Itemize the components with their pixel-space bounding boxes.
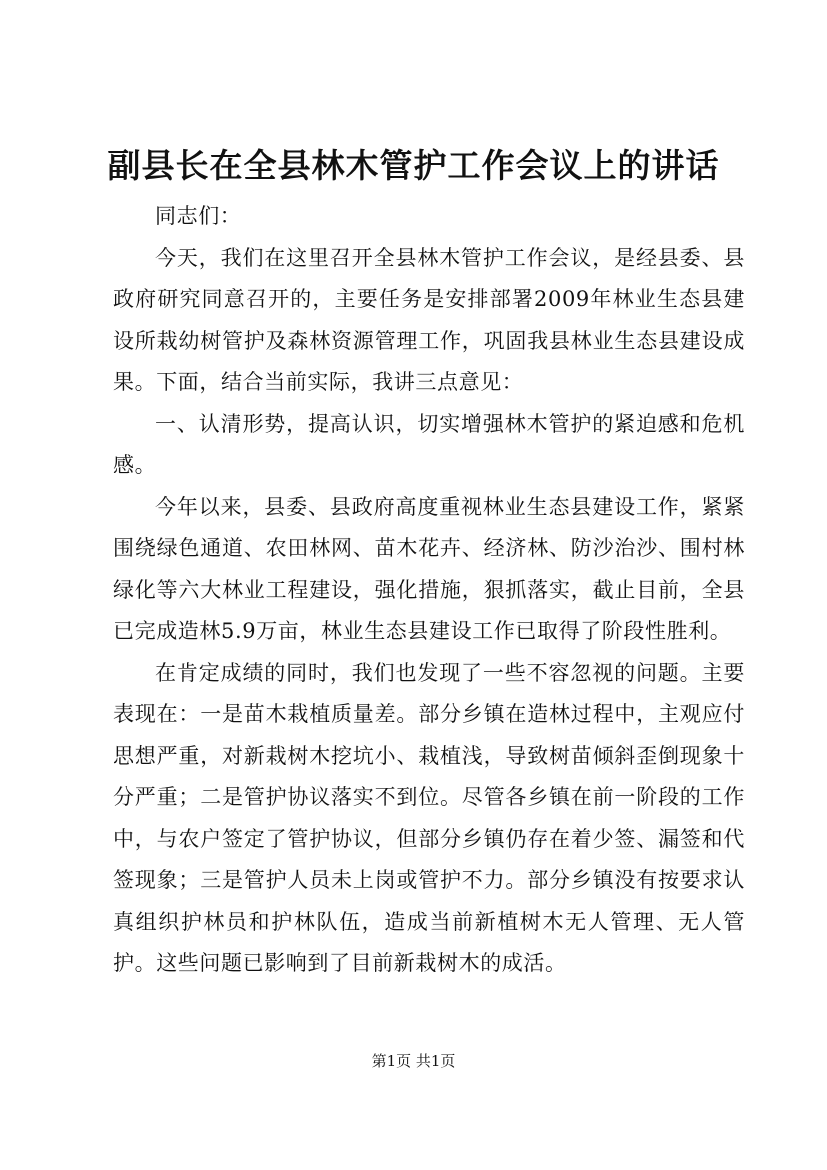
achievement-paragraph: 今年以来，县委、县政府高度重视林业生态县建设工作，紧紧围绕绿色通道、农田林网、苗木花卉、经济林、防沙治沙、围村林绿化等六大林业工程建设，强化措施，狠抓落实，截止目前，全县已完成造林5.9万亩，林业生态县建设工作已取得了阶段性胜利。 bbox=[113, 494, 745, 643]
document-title: 副县长在全县林木管护工作会议上的讲话 bbox=[107, 146, 720, 185]
salutation-paragraph: 同志们： bbox=[155, 204, 242, 228]
page-footer: 第1页 共1页 bbox=[371, 1052, 456, 1070]
problems-paragraph: 在肯定成绩的同时，我们也发现了一些不容忽视的问题。主要表现在：一是苗木栽植质量差。部分乡镇在造林过程中，主观应付思想严重，对新栽树木挖坑小、栽植浅，导致树苗倾斜歪倒现象十分严重；二是管护协议落实不到位。尽管各乡镇在前一阶段的工作中，与农户签定了管护协议，但部分乡镇仍存在着少签、漏签和代签现象；三是管护人员未上岗或管护不力。部分乡镇没有按要求认真组织护林员和护林队伍，造成当前新植树木无人管理、无人管护。这些问题已影响到了目前新栽树木的成活。 bbox=[113, 660, 745, 975]
intro-paragraph: 今天，我们在这里召开全县林木管护工作会议，是经县委、县政府研究同意召开的，主要任务是安排部署2009年林业生态县建设所栽幼树管护及森林资源管理工作，巩固我县林业生态县建设成果。下面，结合当前实际，我讲三点意见： bbox=[113, 245, 745, 394]
document-body bbox=[113, 196, 745, 985]
section-heading-1: 一、认清形势，提高认识，切实增强林木管护的紧迫感和危机感。 bbox=[113, 411, 745, 477]
